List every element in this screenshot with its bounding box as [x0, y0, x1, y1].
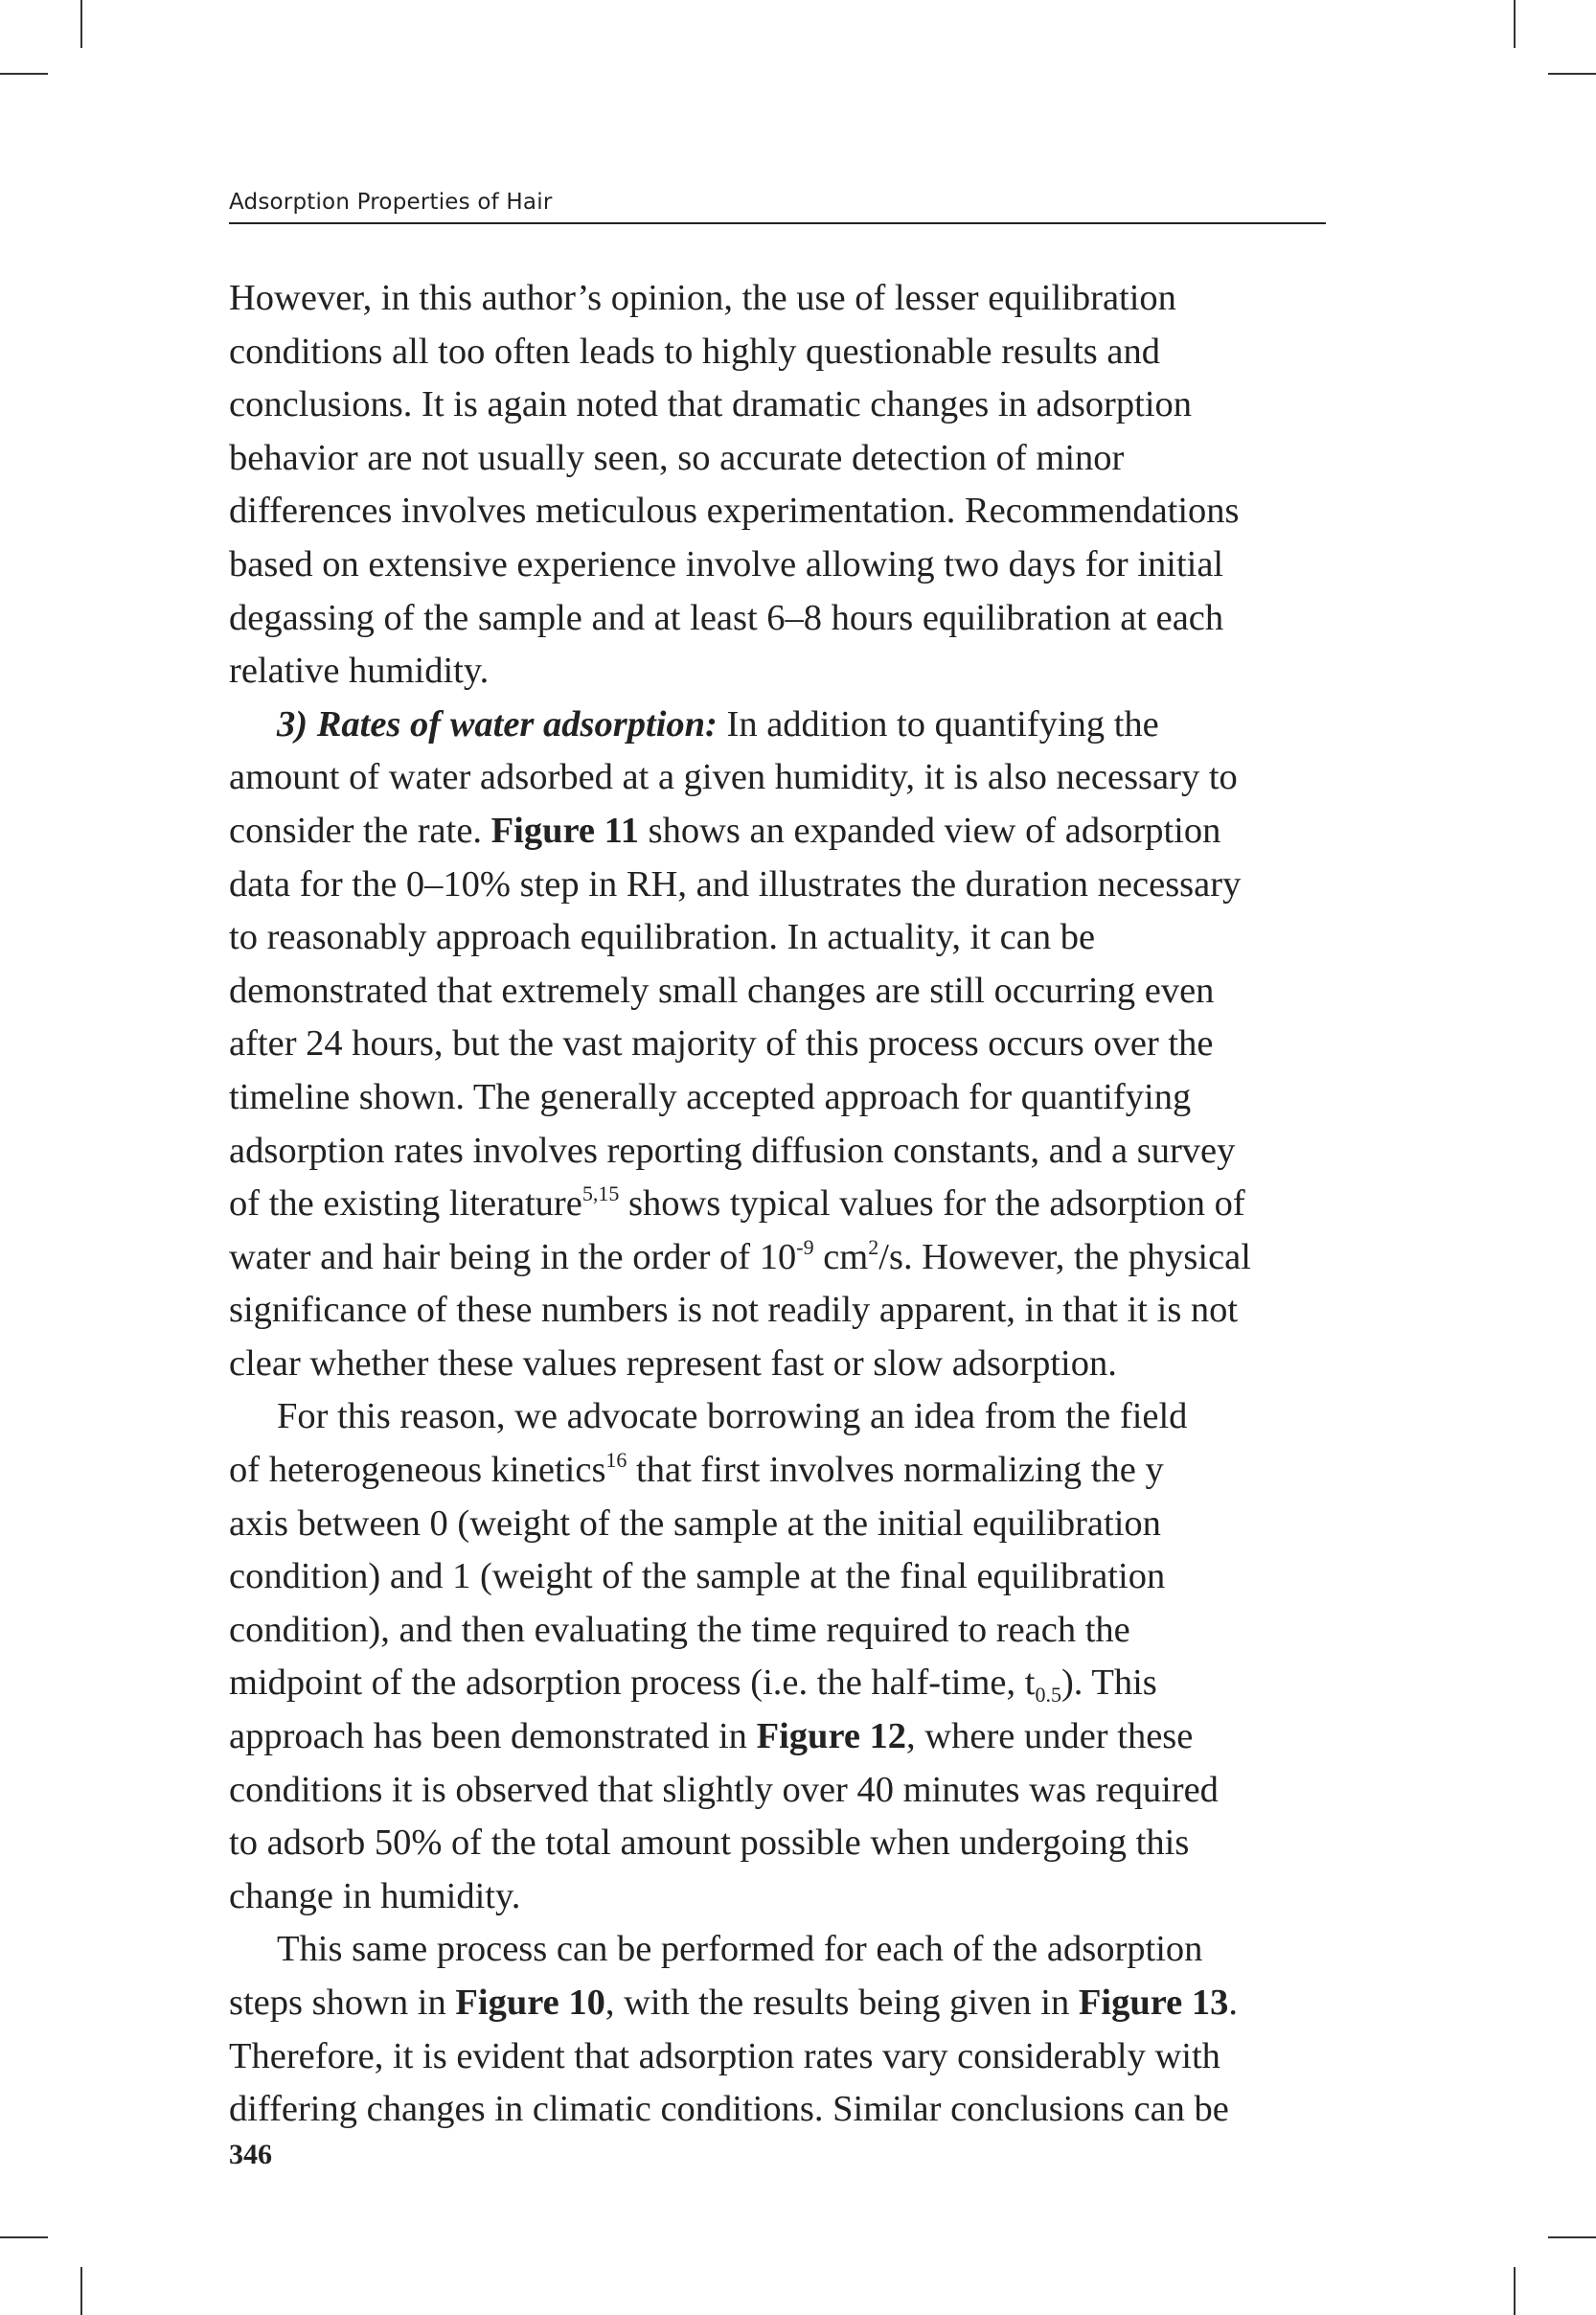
- text-span: relative humidity.: [229, 651, 490, 692]
- text-span: midpoint of the adsorption process (i.e. the half-time, t: [229, 1662, 1036, 1704]
- figure-reference: Figure 13: [1078, 1983, 1229, 2023]
- exponent-superscript: -9: [796, 1234, 814, 1259]
- body-text: [229, 272, 1326, 2137]
- text-line: [229, 1125, 1326, 1179]
- text-span: This same process can be performed for each of the adsorption: [277, 1929, 1203, 1970]
- text-span: of heterogeneous kinetics: [229, 1450, 606, 1491]
- text-line: [229, 1604, 1326, 1658]
- figure-reference: Figure 12: [756, 1716, 907, 1757]
- text-span: approach has been demonstrated in: [229, 1716, 757, 1757]
- text-span: , with the results being given in: [604, 1983, 1079, 2023]
- crop-mark-bottom-right: [1514, 2267, 1516, 2315]
- text-line: [229, 1764, 1326, 1818]
- text-span: .: [1228, 1983, 1238, 2023]
- text-line: [229, 1870, 1326, 1924]
- text-line: [229, 1231, 1326, 1285]
- text-span: significance of these numbers is not readily apparent, in that it is not: [229, 1290, 1239, 1331]
- text-line: [229, 326, 1326, 379]
- text-line: [229, 1178, 1326, 1231]
- crop-mark-bottom-right-h: [1548, 2236, 1596, 2238]
- text-span: to adsorb 50% of the total amount possible when undergoing this: [229, 1822, 1190, 1864]
- citation-superscript: 16: [605, 1448, 627, 1473]
- text-span: condition), and then evaluating the time required to reach the: [229, 1609, 1130, 1650]
- text-span: ). This: [1060, 1662, 1157, 1704]
- text-span: that first involves normalizing the y: [627, 1450, 1164, 1491]
- text-span: condition) and 1 (weight of the sample at the final equilibration: [229, 1556, 1166, 1597]
- text-line: [229, 1284, 1326, 1338]
- text-line: [229, 859, 1326, 912]
- text-span: cm: [813, 1236, 869, 1277]
- citation-superscript: 5,15: [581, 1181, 620, 1206]
- crop-mark-bottom-left-h: [0, 2236, 48, 2238]
- text-line: [229, 1923, 1326, 1977]
- text-line: [229, 1071, 1326, 1125]
- text-span: timeline shown. The generally accepted approach for quantifying: [229, 1076, 1192, 1117]
- text-span: consider the rate.: [229, 810, 491, 851]
- text-span: shows typical values for the adsorption of: [619, 1183, 1245, 1225]
- text-line: [229, 272, 1326, 326]
- crop-mark-top-left: [80, 0, 82, 48]
- section-heading-line: [229, 699, 1326, 752]
- text-line: [229, 1817, 1326, 1870]
- text-line: [229, 1498, 1326, 1551]
- text-span: to reasonably approach equilibration. In actuality, it can be: [229, 917, 1096, 958]
- text-span: Therefore, it is evident that adsorption rates vary considerably with: [229, 2035, 1220, 2076]
- text-span: of the existing literature: [229, 1183, 582, 1225]
- text-span: /s. However, the physical: [878, 1236, 1251, 1277]
- text-span: steps shown in: [229, 1983, 456, 2023]
- text-span: conclusions. It is again noted that dramatic changes in adsorption: [229, 384, 1193, 425]
- text-span: behavior are not usually seen, so accurate detection of minor: [229, 437, 1125, 478]
- subscript: 0.5: [1035, 1683, 1061, 1708]
- text-line: [229, 805, 1326, 859]
- text-line: [229, 751, 1326, 805]
- text-span: water and hair being in the order of 10: [229, 1236, 797, 1277]
- crop-mark-top-right: [1514, 0, 1516, 48]
- text-line: [229, 2030, 1326, 2084]
- text-span: For this reason, we advocate borrowing an idea from the field: [277, 1396, 1188, 1437]
- text-line: [229, 1444, 1326, 1498]
- text-line: [229, 539, 1326, 592]
- text-line: [229, 1390, 1326, 1444]
- text-line: [229, 485, 1326, 539]
- figure-reference: Figure 11: [490, 810, 640, 851]
- text-span: shows an expanded view of adsorption: [639, 810, 1221, 851]
- text-span: amount of water adsorbed at a given humidity, it is also necessary to: [229, 757, 1238, 798]
- text-span: However, in this author’s opinion, the use of lesser equilibration: [229, 278, 1176, 318]
- text-span: differing changes in climatic conditions. Similar conclusions can be: [229, 2089, 1229, 2130]
- exponent-superscript: 2: [868, 1234, 879, 1259]
- text-line: [229, 378, 1326, 432]
- text-span: differences involves meticulous experimentation. Recommendations: [229, 491, 1240, 532]
- text-span: clear whether these values represent fast or slow adsorption.: [229, 1342, 1117, 1384]
- running-head: Adsorption Properties of Hair: [229, 190, 1326, 224]
- text-span: conditions it is observed that slightly over 40 minutes was required: [229, 1769, 1219, 1810]
- text-span: change in humidity.: [229, 1875, 521, 1916]
- text-span: In addition to quantifying the: [717, 703, 1159, 745]
- text-line: [229, 1338, 1326, 1391]
- text-line: [229, 592, 1326, 646]
- text-line: [229, 432, 1326, 486]
- text-span: conditions all too often leads to highly questionable results and: [229, 331, 1160, 372]
- text-span: axis between 0 (weight of the sample at the initial equilibration: [229, 1502, 1161, 1544]
- text-span: after 24 hours, but the vast majority of this process occurs over the: [229, 1023, 1214, 1065]
- crop-mark-bottom-left: [80, 2267, 82, 2315]
- text-line: [229, 1657, 1326, 1710]
- text-line: [229, 1977, 1326, 2030]
- section-heading: 3) Rates of water adsorption:: [277, 703, 718, 745]
- text-span: adsorption rates involves reporting diffusion constants, and a survey: [229, 1130, 1236, 1171]
- text-line: [229, 1018, 1326, 1071]
- text-span: data for the 0–10% step in RH, and illustrates the duration necessary: [229, 863, 1242, 905]
- page-number: 346: [229, 2139, 272, 2170]
- text-line: [229, 1710, 1326, 1764]
- text-line: [229, 2083, 1326, 2137]
- text-span: degassing of the sample and at least 6–8 hours equilibration at each: [229, 597, 1224, 638]
- crop-mark-top-right-h: [1548, 73, 1596, 75]
- text-span: based on extensive experience involve allowing two days for initial: [229, 543, 1224, 584]
- text-span: demonstrated that extremely small changes are still occurring even: [229, 970, 1215, 1011]
- text-line: [229, 911, 1326, 965]
- crop-mark-top-left-h: [0, 73, 48, 75]
- text-line: [229, 1550, 1326, 1604]
- text-line: [229, 645, 1326, 699]
- figure-reference: Figure 10: [455, 1983, 605, 2023]
- text-span: , where under these: [906, 1716, 1194, 1757]
- text-line: [229, 965, 1326, 1019]
